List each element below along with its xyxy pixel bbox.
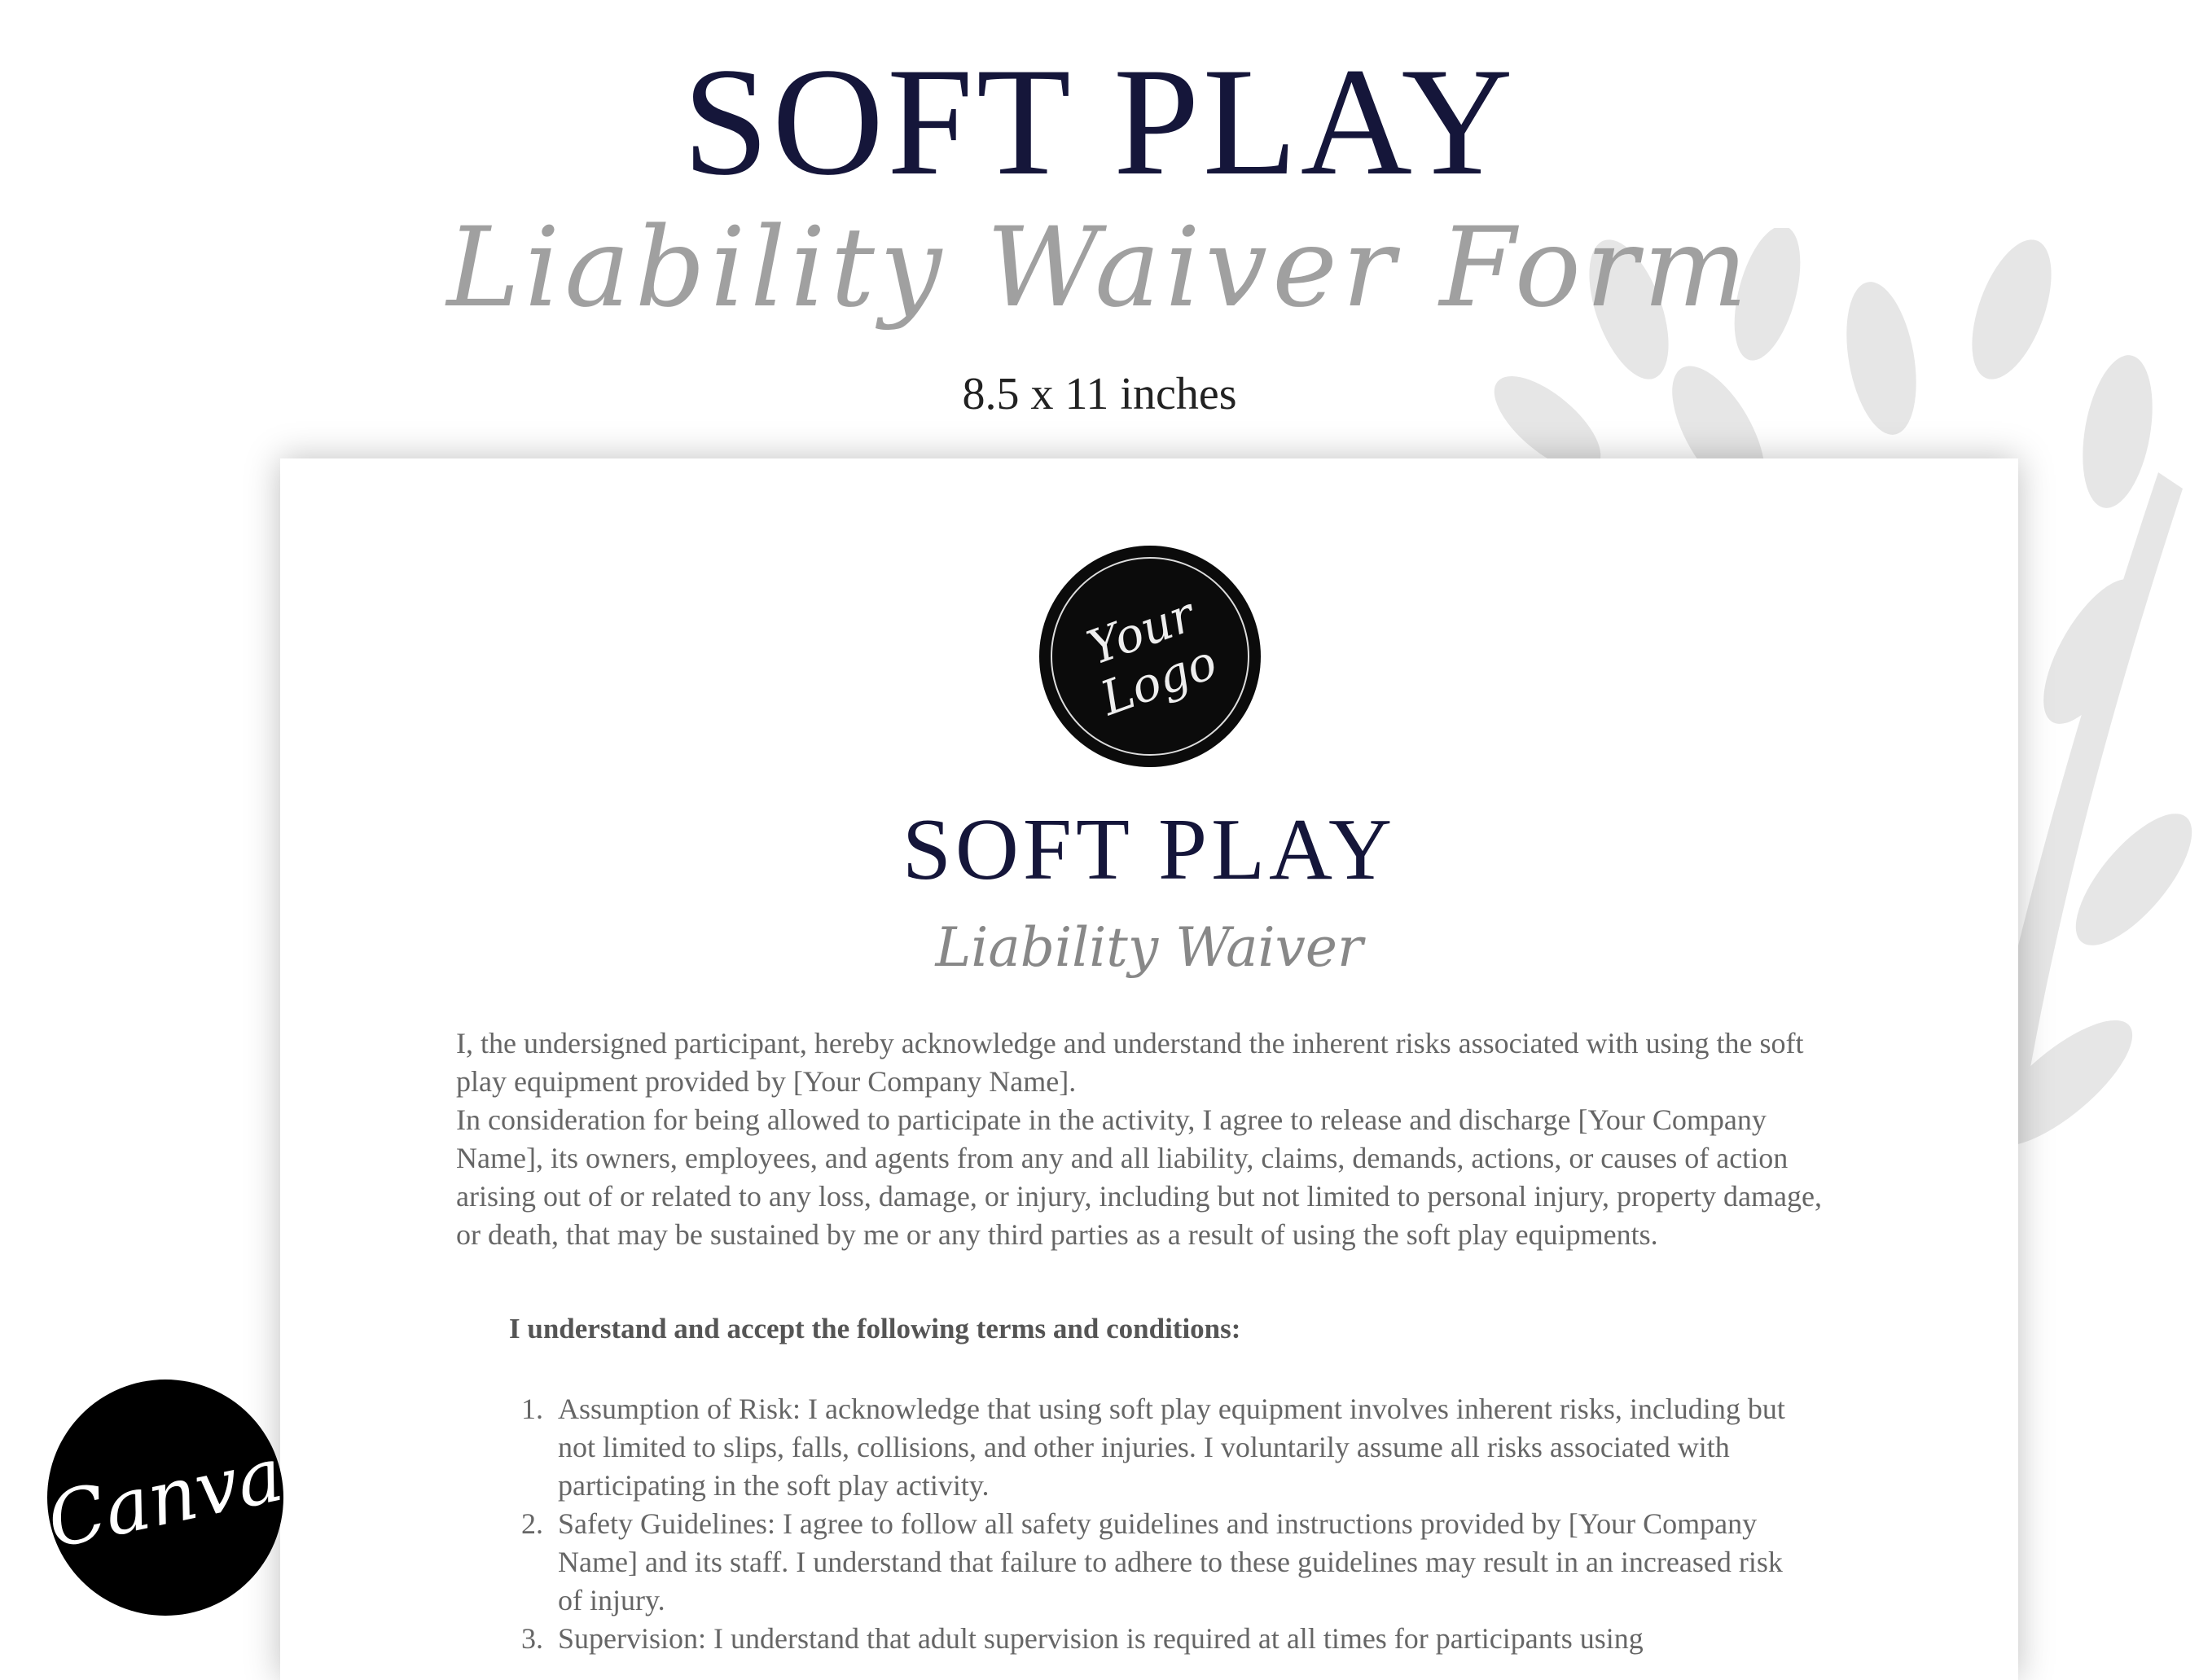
subtitle: Liability Waiver Form (446, 204, 1753, 331)
page-size-label: 8.5 x 11 inches (962, 369, 1237, 419)
item-number: 2. (521, 1507, 543, 1540)
logo-placeholder (1039, 546, 1261, 767)
item-text: Supervision: I understand that adult supervision is required at all times for participants using (558, 1622, 1644, 1655)
item-number: 1. (521, 1393, 543, 1425)
main-title: SOFT PLAY (683, 37, 1516, 208)
document-title: SOFT PLAY (902, 801, 1397, 898)
document-subtitle: Liability Waiver (935, 916, 1363, 979)
intro-text (456, 1024, 1824, 1254)
list-item (521, 1390, 1792, 1505)
item-number: 3. (521, 1622, 543, 1655)
list-item (521, 1505, 1792, 1620)
intro-paragraph-1: I, the undersigned participant, hereby acknowledge and understand the inherent risks associated with using the soft play equipment provided by [Your Company Name]. (456, 1027, 1804, 1098)
terms-heading: I understand and accept the following terms and conditions: (509, 1313, 1241, 1344)
intro-paragraph-2: In consideration for being allowed to participate in the activity, I agree to release and discharge [Your Company Name], its owners, employees, and agents from any and all liability, claims, demands, actions, or causes of action arising out of or related to any loss, damage, or injury, including but not limited to personal injury, property damage, or death, that may be sustained by me or any third parties as a result of using the soft play equipments. (456, 1103, 1822, 1251)
item-text: Safety Guidelines: I agree to follow all safety guidelines and instructions provided by [Your Company Name] and its staff. I understand that failure to adhere to these guidelines may result in an increased risk of injury. (558, 1507, 1783, 1616)
logo-text: Your Logo (1080, 586, 1224, 726)
item-text: Assumption of Risk: I acknowledge that using soft play equipment involves inherent risks, including but not limited to slips, falls, collisions, and other injuries. I voluntarily assume all risks associated with participating in the soft play activity. (558, 1393, 1785, 1502)
canva-badge (40, 1380, 291, 1616)
list-item (521, 1620, 1792, 1658)
canva-logo-text: Canva (40, 1430, 291, 1565)
terms-list (521, 1390, 1792, 1658)
